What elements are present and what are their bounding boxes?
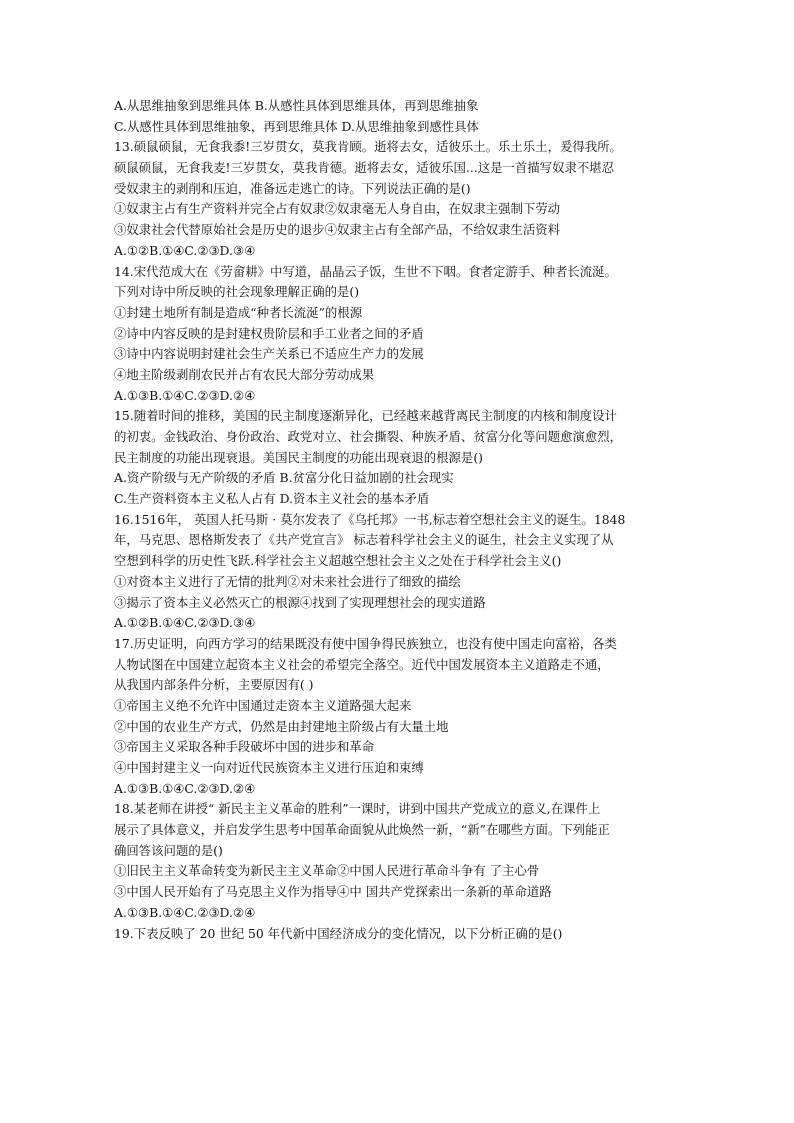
document-page [114, 96, 684, 944]
text-line: ②中国的农业生产方式，仍然是由封建地主阶级占有大量土地 [114, 718, 449, 734]
text-line: A.①③B.①④C.②③D.②④ [114, 904, 256, 920]
text-line: 的初衷。金钱政治、身份政治、政党对立、社会撕裂、种族矛盾、贫富分化等问题愈演愈烈， [114, 429, 623, 444]
text-line: ④地主阶级剥削农民并占有农民大部分劳动成果 [114, 366, 375, 382]
text-line: ①奴隶主占有生产资料并完全占有奴隶②奴隶毫无人身自由，在奴隶主强制下劳动 [114, 201, 561, 217]
text-line: 19.下表反映了 20 世纪 50 年代新中国经济成分的变化情况，以下分析正确的是() [114, 925, 563, 941]
text-line: ③奴隶社会代替原始社会是历史的退步④奴隶主占有全部产品，不给奴隶生活资料 [114, 222, 561, 238]
text-line: A.①③B.①④C.②③D.②④ [114, 780, 256, 796]
text-line: 14.宋代范成大在《劳畲耕》中写道，晶晶云子饭，生世不下咽。食者定游手、种者长流涎。 [114, 263, 617, 279]
text-line: ①旧民主主义革命转变为新民主主义革命②中国人民进行革命斗争有 了主心骨 [114, 863, 540, 879]
text-line: ③诗中内容说明封建社会生产关系已不适应生产力的发展 [114, 346, 424, 362]
text-line: 年，马克思、恩格斯发表了《共产党宣言》 标志着科学社会主义的诞生，社会主义实现了从 [114, 532, 614, 548]
text-line: 13.硕鼠硕鼠，无食我黍!三岁贯女，莫我肯顾。逝将去女，适彼乐土。乐土乐土，爰得我所。 [114, 139, 622, 155]
text-line: 16.1516年， 英国人托马斯 · 莫尔发表了《乌托邦》一书,标志着空想社会主义的诞生。1848 [114, 511, 626, 527]
text-line: A.从思维抽象到思维具体 B.从感性具体到思维具体，再到思维抽象 [114, 98, 479, 113]
text-line: 受奴隶主的剥削和压迫，准备远走逃亡的诗。下列说法正确的是() [114, 180, 471, 196]
text-line: A.①③B.①④C.②③D.②④ [114, 387, 256, 403]
text-line: 展示了具体意义，并启发学生思考中国革命面貌从此焕然一新，“新”在哪些方面。下列能正 [114, 822, 610, 838]
text-line: 17.历史证明，向西方学习的结果既没有使中国争得民族独立，也没有使中国走向富裕，各类 [114, 635, 617, 651]
text-line: 空想到科学的历史性飞跃.科学社会主义超越空想社会主义之处在于科学社会主义() [114, 553, 562, 569]
text-line: ①封建土地所有制是造成“种者长流涎”的根源 [114, 304, 363, 320]
text-line: C.从感性具体到思维抽象，再到思维具体 D.从思维抽象到感性具体 [114, 118, 479, 134]
text-line: 18.某老师在讲授“ 新民主主义革命的胜利”一课时，讲到中国共产党成立的意义,在课件上 [114, 801, 601, 817]
text-line: A.①②B.①④C.②③D.③④ [114, 242, 256, 258]
text-line: ④中国封建主义一向对近代民族资本主义进行压迫和束缚 [114, 760, 424, 775]
text-line: ②诗中内容反映的是封建权贵阶层和手工业者之间的矛盾 [114, 325, 424, 341]
text-line: 15.随着时间的推移，美国的民主制度逐渐异化，已经越来越背离民主制度的内核和制度设计 [114, 408, 617, 424]
text-line: ③揭示了资本主义必然灭亡的根源④找到了实现理想社会的现实道路 [114, 594, 486, 610]
text-line: 确回答该问题的是() [114, 842, 223, 858]
text-line: 民主制度的功能出现衰退。美国民主制度的功能出现衰退的根源是() [114, 449, 483, 465]
text-line: ①帝国主义绝不允许中国通过走资本主义道路强大起来 [114, 697, 412, 713]
text-line: ③帝国主义采取各种手段破坏中国的进步和革命 [114, 739, 375, 755]
text-line: ①对资本主义进行了无情的批判②对未来社会进行了细致的描绘 [114, 573, 461, 589]
text-line: ③中国人民开始有了马克思主义作为指导④中 国共产党探索出一条新的革命道路 [114, 884, 552, 900]
text-line: A.①②B.①④C.②③D.③④ [114, 615, 256, 631]
text-line: 下列对诗中所反映的社会现象理解正确的是() [114, 284, 360, 300]
text-line: C.生产资料资本主义私人占有 D.资本主义社会的基本矛盾 [114, 491, 430, 507]
text-line: 从我国内部条件分析，主要原因有( ) [114, 677, 314, 693]
text-line: 人物试图在中国建立起资本主义社会的希望完全落空。近代中国发展资本主义道路走不通， [114, 656, 610, 672]
text-line: A.资产阶级与无产阶级的矛盾 B.贫富分化日益加剧的社会现实 [114, 470, 454, 486]
text-line: 硕鼠硕鼠，无食我麦!三岁贯女，莫我肯德。逝将去女，适彼乐国...这是一首描写奴隶不堪忍 [114, 160, 615, 176]
